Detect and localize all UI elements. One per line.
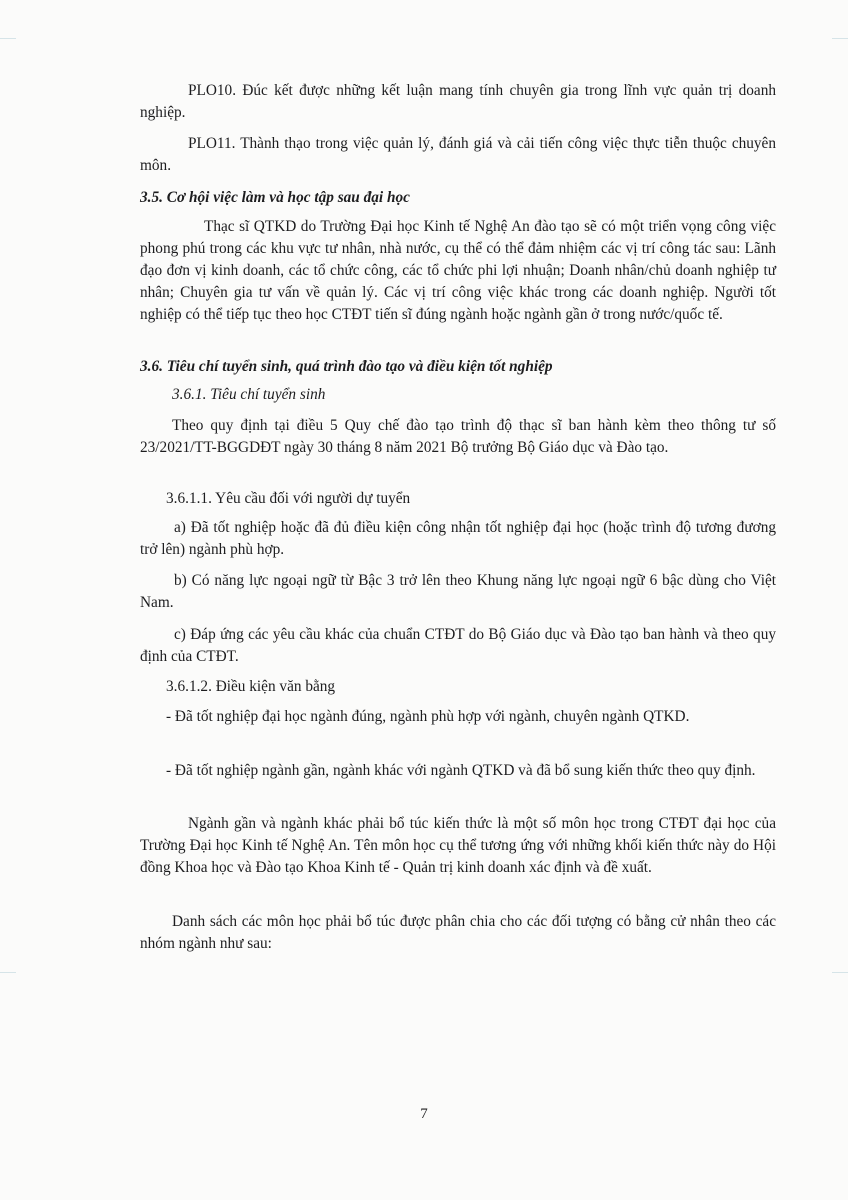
scan-edge-mark xyxy=(0,38,16,39)
paragraph-3-5: Thạc sĩ QTKD do Trường Đại học Kinh tế Nghệ An đào tạo sẽ có một triển vọng công việc phong phú trong các khu vực tư nhân, nhà nước, cụ thể có thể đảm nhiệm các vị trí công tác sau: Lãnh đạo đơn vị kinh doanh, các tổ chức công, các tổ chức phi lợi nhuận; Doanh nhân/chủ doanh nghiệp tư nhân; Chuyên gia tư vấn về quản lý. Các vị trí công việc khác trong các doanh nghiệp. Người tốt nghiệp có thể tiếp tục theo học CTĐT tiến sĩ đúng ngành hoặc ngành gần ở trong nước/quốc tế. xyxy=(140,218,776,323)
scan-edge-mark xyxy=(0,972,16,973)
paragraph-list-intro: Danh sách các môn học phải bổ túc được phân chia cho các đối tượng có bằng cử nhân theo các nhóm ngành như sau: xyxy=(140,913,776,952)
paragraph-dash-1: - Đã tốt nghiệp đại học ngành đúng, ngành phù hợp với ngành, chuyên ngành QTKD. xyxy=(166,708,690,725)
paragraph-dash-2: - Đã tốt nghiệp ngành gần, ngành khác với ngành QTKD và đã bổ sung kiến thức theo quy định. xyxy=(166,762,756,779)
paragraph-plo11: PLO11. Thành thạo trong việc quản lý, đánh giá và cải tiến công việc thực tiễn thuộc chuyên môn. xyxy=(140,135,776,174)
paragraph-supplement: Ngành gần và ngành khác phải bổ túc kiến thức là một số môn học trong CTĐT đại học của Trường Đại học Kinh tế Nghệ An. Tên môn học cụ thể tương ứng với những khối kiến thức này do Hội đồng Khoa học và Đào tạo Khoa Kinh tế - Quản trị kinh doanh xác định và đề xuất. xyxy=(140,815,776,876)
paragraph-plo10: PLO10. Đúc kết được những kết luận mang tính chuyên gia trong lĩnh vực quản trị doanh nghiệp. xyxy=(140,82,776,121)
section-heading-3-6-1: 3.6.1. Tiêu chí tuyển sinh xyxy=(172,386,326,403)
section-heading-3-6-1-2: 3.6.1.2. Điều kiện văn bằng xyxy=(166,678,336,695)
paragraph-item-c: c) Đáp ứng các yêu cầu khác của chuẩn CTĐT do Bộ Giáo dục và Đào tạo ban hành và theo quy định của CTĐT. xyxy=(140,626,776,665)
scan-edge-mark xyxy=(832,972,848,973)
paragraph-3-6-1: Theo quy định tại điều 5 Quy chế đào tạo trình độ thạc sĩ ban hành kèm theo thông tư số 23/2021/TT-BGGDĐT ngày 30 tháng 8 năm 2021 Bộ trưởng Bộ Giáo dục và Đào tạo. xyxy=(140,417,776,456)
section-heading-3-6-1-1: 3.6.1.1. Yêu cầu đối với người dự tuyển xyxy=(166,490,411,507)
section-heading-3-5: 3.5. Cơ hội việc làm và học tập sau đại học xyxy=(140,189,410,206)
paragraph-item-b: b) Có năng lực ngoại ngữ từ Bậc 3 trở lên theo Khung năng lực ngoại ngữ 6 bậc dùng cho Việt Nam. xyxy=(140,572,776,611)
scan-edge-mark xyxy=(832,38,848,39)
paragraph-item-a: a) Đã tốt nghiệp hoặc đã đủ điều kiện công nhận tốt nghiệp đại học (hoặc trình độ tương đương trở lên) ngành phù hợp. xyxy=(140,519,776,558)
page-number: 7 xyxy=(420,1106,428,1122)
section-heading-3-6: 3.6. Tiêu chí tuyển sinh, quá trình đào tạo và điều kiện tốt nghiệp xyxy=(140,358,553,375)
